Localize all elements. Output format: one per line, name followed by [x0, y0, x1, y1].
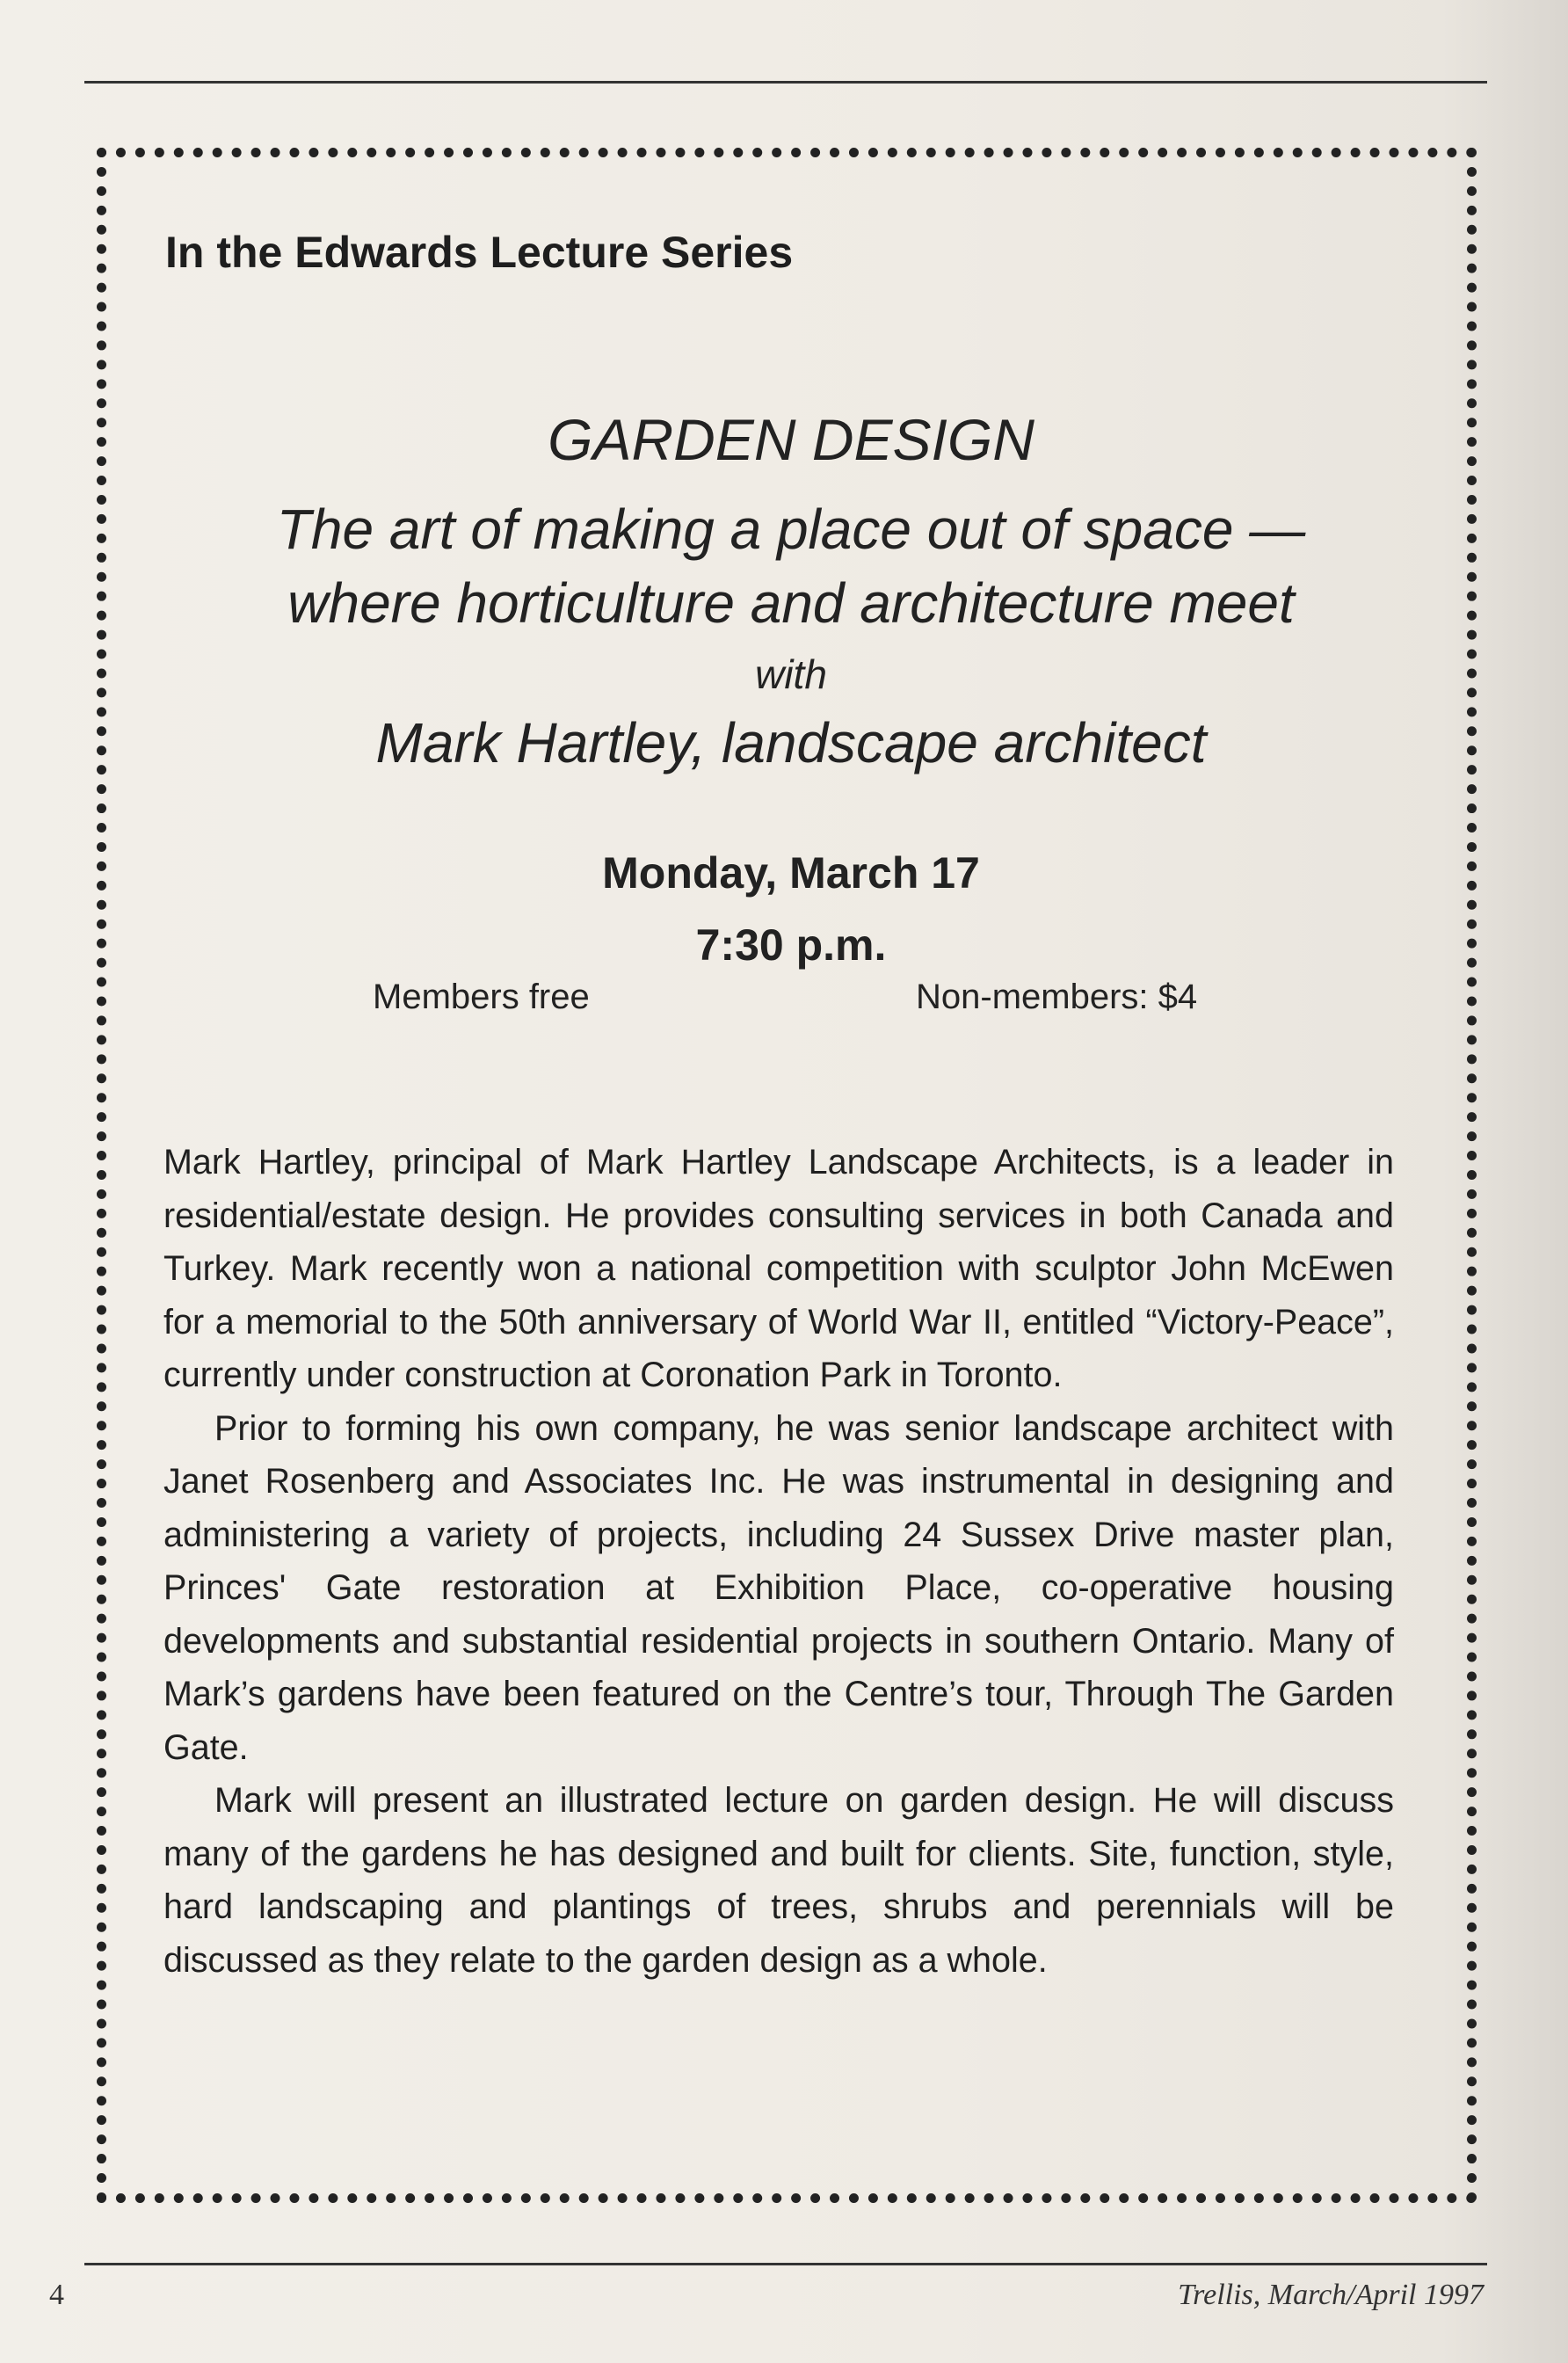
event-title: GARDEN DESIGN	[548, 407, 1034, 472]
with-label: with	[755, 651, 827, 697]
event-subtitle-line2: where horticulture and architecture meet	[287, 571, 1295, 635]
paragraph-2: Prior to forming his own company, he was senior landscape architect with Janet Rosenberg and Associates Inc. He was instrumental in designing and administering a variety of projects, including 24 Sussex Drive master plan, Princes' Gate restoration at Exhibition Place, co-operative housing developments and substantial residential projects in southern Ontario. Many of Mark’s gardens have been featured on the Centre’s tour, Through The Garden Gate.	[163, 1408, 1394, 1767]
non-members-fee: Non-members: $4	[916, 978, 1198, 1016]
bottom-rule	[84, 2263, 1487, 2265]
lecture-series-heading: In the Edwards Lecture Series	[165, 228, 794, 277]
event-date: Monday, March 17	[602, 848, 980, 898]
paragraph-1: Mark Hartley, principal of Mark Hartley Landscape Architects, is a leader in residential/estate design. He provides consulting services in both Canada and Turkey. Mark recently won a national competition with sculptor John McEwen for a memorial to the 50th anniversary of World War II, entitled “Victory-Peace”, currently under construction at Coronation Park in Toronto.	[163, 1143, 1394, 1394]
page-number: 4	[49, 2279, 64, 2311]
event-subtitle-line1: The art of making a place out of space —	[276, 498, 1306, 561]
top-rule	[84, 81, 1487, 84]
article-body	[163, 1136, 1394, 1987]
paragraph-3: Mark will present an illustrated lecture on garden design. He will discuss many of the gardens he has designed and built for clients. Site, function, style, hard landscaping and plantings of trees, shrubs and perennials will be discussed as they relate to the garden design as a whole.	[163, 1781, 1394, 1980]
speaker-name: Mark Hartley, landscape architect	[375, 711, 1207, 774]
event-time: 7:30 p.m.	[695, 920, 887, 970]
publication-footer: Trellis, March/April 1997	[1178, 2279, 1484, 2311]
members-fee: Members free	[373, 978, 590, 1016]
